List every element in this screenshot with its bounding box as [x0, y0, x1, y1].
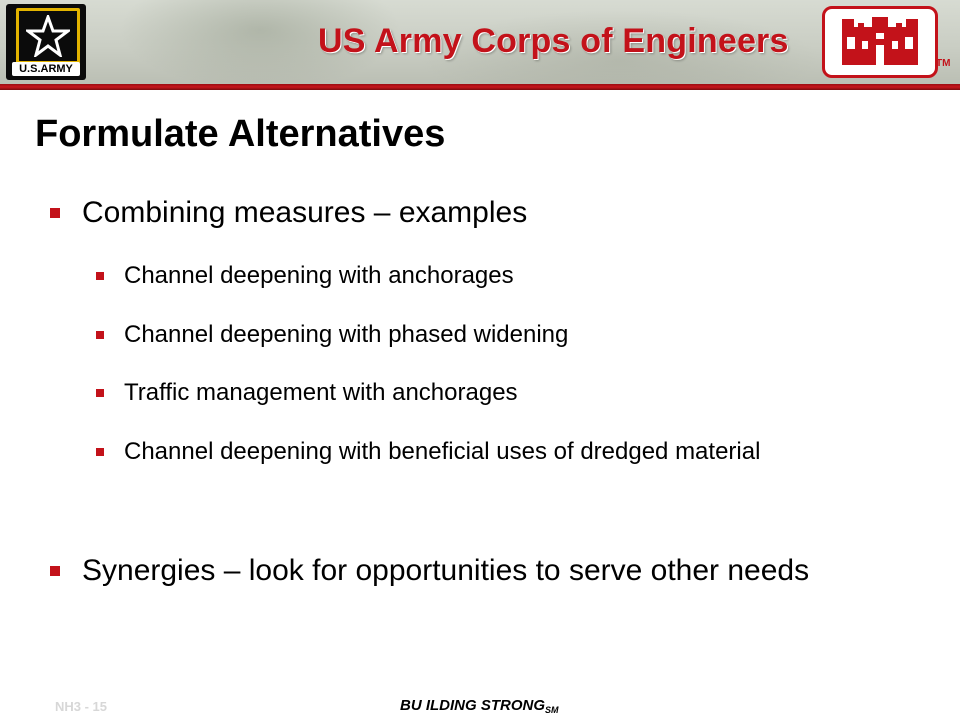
bullet-text: Combining measures – examples	[82, 196, 528, 229]
organization-title: US Army Corps of Engineers	[318, 22, 789, 60]
bullet-square-icon	[96, 272, 104, 280]
bullet-square-icon	[96, 389, 104, 397]
bullet-item	[82, 552, 892, 590]
army-star-icon	[16, 8, 80, 64]
sub-bullet-item	[124, 261, 514, 291]
header-red-band	[0, 84, 960, 90]
sub-bullet-item	[124, 378, 518, 408]
bullet-square-icon	[50, 566, 60, 576]
trademark-mark: TM	[936, 58, 951, 69]
us-army-logo	[6, 4, 86, 80]
sub-bullet-item	[124, 437, 884, 467]
sub-bullet-text: Channel deepening with beneficial uses of dredged material	[124, 438, 761, 465]
bullet-square-icon	[96, 448, 104, 456]
footer-tagline	[400, 697, 559, 715]
bullet-item	[82, 194, 527, 232]
slide-number: NH3 - 15	[55, 699, 108, 714]
bullet-square-icon	[50, 208, 60, 218]
bullet-square-icon	[96, 331, 104, 339]
service-mark: SM	[545, 705, 559, 715]
tagline-text: BU ILDING STRONG	[400, 697, 545, 714]
sub-bullet-item	[124, 320, 568, 350]
bullet-text: Synergies – look for opportunities to serve other needs	[82, 554, 810, 587]
sub-bullet-text: Traffic management with anchorages	[124, 379, 518, 406]
castle-logo	[822, 6, 938, 78]
slide-title: Formulate Alternatives	[35, 113, 446, 155]
header-banner	[0, 0, 960, 88]
sub-bullet-text: Channel deepening with phased widening	[124, 321, 569, 348]
army-logo-text: U.S.ARMY	[12, 62, 80, 76]
sub-bullet-text: Channel deepening with anchorages	[124, 262, 514, 289]
castle-icon	[838, 17, 922, 67]
